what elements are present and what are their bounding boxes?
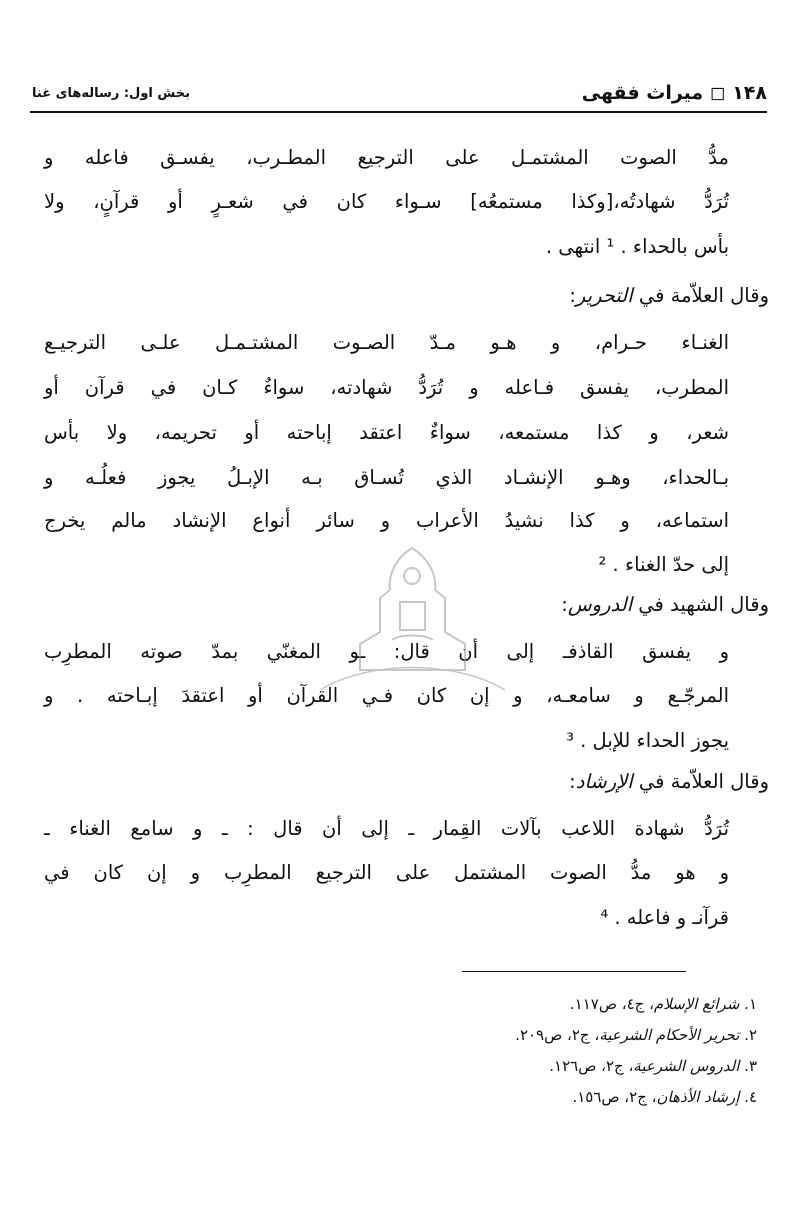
body-line: يجوز الحداء للإبل . ³ bbox=[566, 729, 729, 752]
footnote: ٢. تحرير الأحكام الشرعية، ج٢، ص٢٠٩. bbox=[515, 1026, 757, 1044]
running-header bbox=[30, 78, 767, 112]
book-title: التحرير bbox=[575, 284, 633, 307]
page-title: ۱۴۸ ◻ میراث فقهی bbox=[581, 82, 767, 104]
footnote-book: إرشاد الأذهان bbox=[656, 1088, 740, 1106]
body-line: بـالحداء، وهـو الإنشـاد الذي تُسـاق بـه الإبـلُ يجوز فعلُـه و bbox=[44, 466, 729, 489]
body-line: تُرَدُّ شهادة اللاعب بآلات القِمار ـ إلى أن قال : ـ و سامع الغناء ـ bbox=[44, 817, 729, 840]
quote-heading: وقال الشهيد في الدروس: bbox=[561, 593, 769, 616]
body-line: استماعه، و كذا نشيدُ الأعراب و سائر أنواع الإنشاد مالم يخرج bbox=[44, 509, 729, 532]
body-line: و هو مدُّ الصوت المشتمل على الترجيع المطرِب و إن كان في bbox=[44, 861, 729, 884]
library-seal-watermark bbox=[300, 540, 525, 700]
book-title: الإرشاد bbox=[575, 770, 633, 793]
body-line: الغنـاء حـرام، و هـو مـدّ الصـوت المشتـمـل علـى الترجيـع bbox=[44, 331, 729, 354]
footnote: ٤. إرشاد الأذهان، ج٢، ص١٥٦. bbox=[572, 1088, 757, 1106]
body-line: المرجّـع و سامعـه، و إن كان فـي القرآن أو اعتقدَ إبـاحته . و bbox=[44, 684, 729, 707]
body-line: إلى حدّ الغناء . ² bbox=[598, 553, 729, 576]
footnote: ١. شرائع الإسلام، ج٤، ص١١٧. bbox=[569, 995, 757, 1013]
body-line: مدُّ الصوت المشتمـل على الترجيع المطـرب، يفسـق فاعله و bbox=[44, 146, 729, 169]
body-line: بأس بالحداء . ¹ انتهى . bbox=[545, 235, 729, 258]
quote-heading: وقال العلاّمة في الإرشاد: bbox=[569, 770, 769, 793]
body-line: و يفسق القاذفـ إلى أن قال: ـو المغنّي بمدّ صوته المطرِب bbox=[44, 640, 729, 663]
footnote-book: شرائع الإسلام bbox=[653, 995, 740, 1013]
footnote-book: الدروس الشرعية bbox=[633, 1057, 740, 1075]
quote-heading: وقال العلاّمة في التحرير: bbox=[569, 284, 769, 307]
footnote: ٣. الدروس الشرعية، ج٢، ص١٢٦. bbox=[549, 1057, 757, 1075]
footnote-rule bbox=[462, 971, 686, 972]
section-title: بخش اول: رساله‌های غنا bbox=[32, 86, 191, 101]
body-line: قرآنـ و فاعله . ⁴ bbox=[600, 906, 729, 929]
footnote-book: تحرير الأحكام الشرعية bbox=[599, 1026, 740, 1044]
header-rule bbox=[30, 111, 767, 113]
body-line: تُرَدُّ شهادتُه،[وكذا مستمعُه] سـواء كان في شعـرٍ أو قرآنٍ، ولا bbox=[44, 190, 729, 213]
body-line: شعر، و كذا مستمعه، سواءٌ اعتقد إباحته أو تحريمه، ولا بأس bbox=[44, 421, 729, 444]
body-line: المطرب، يفسق فـاعله و تُرَدُّ شهادته، سواءٌ كـان في قرآن أو bbox=[44, 376, 729, 399]
book-title: الدروس bbox=[567, 593, 633, 616]
